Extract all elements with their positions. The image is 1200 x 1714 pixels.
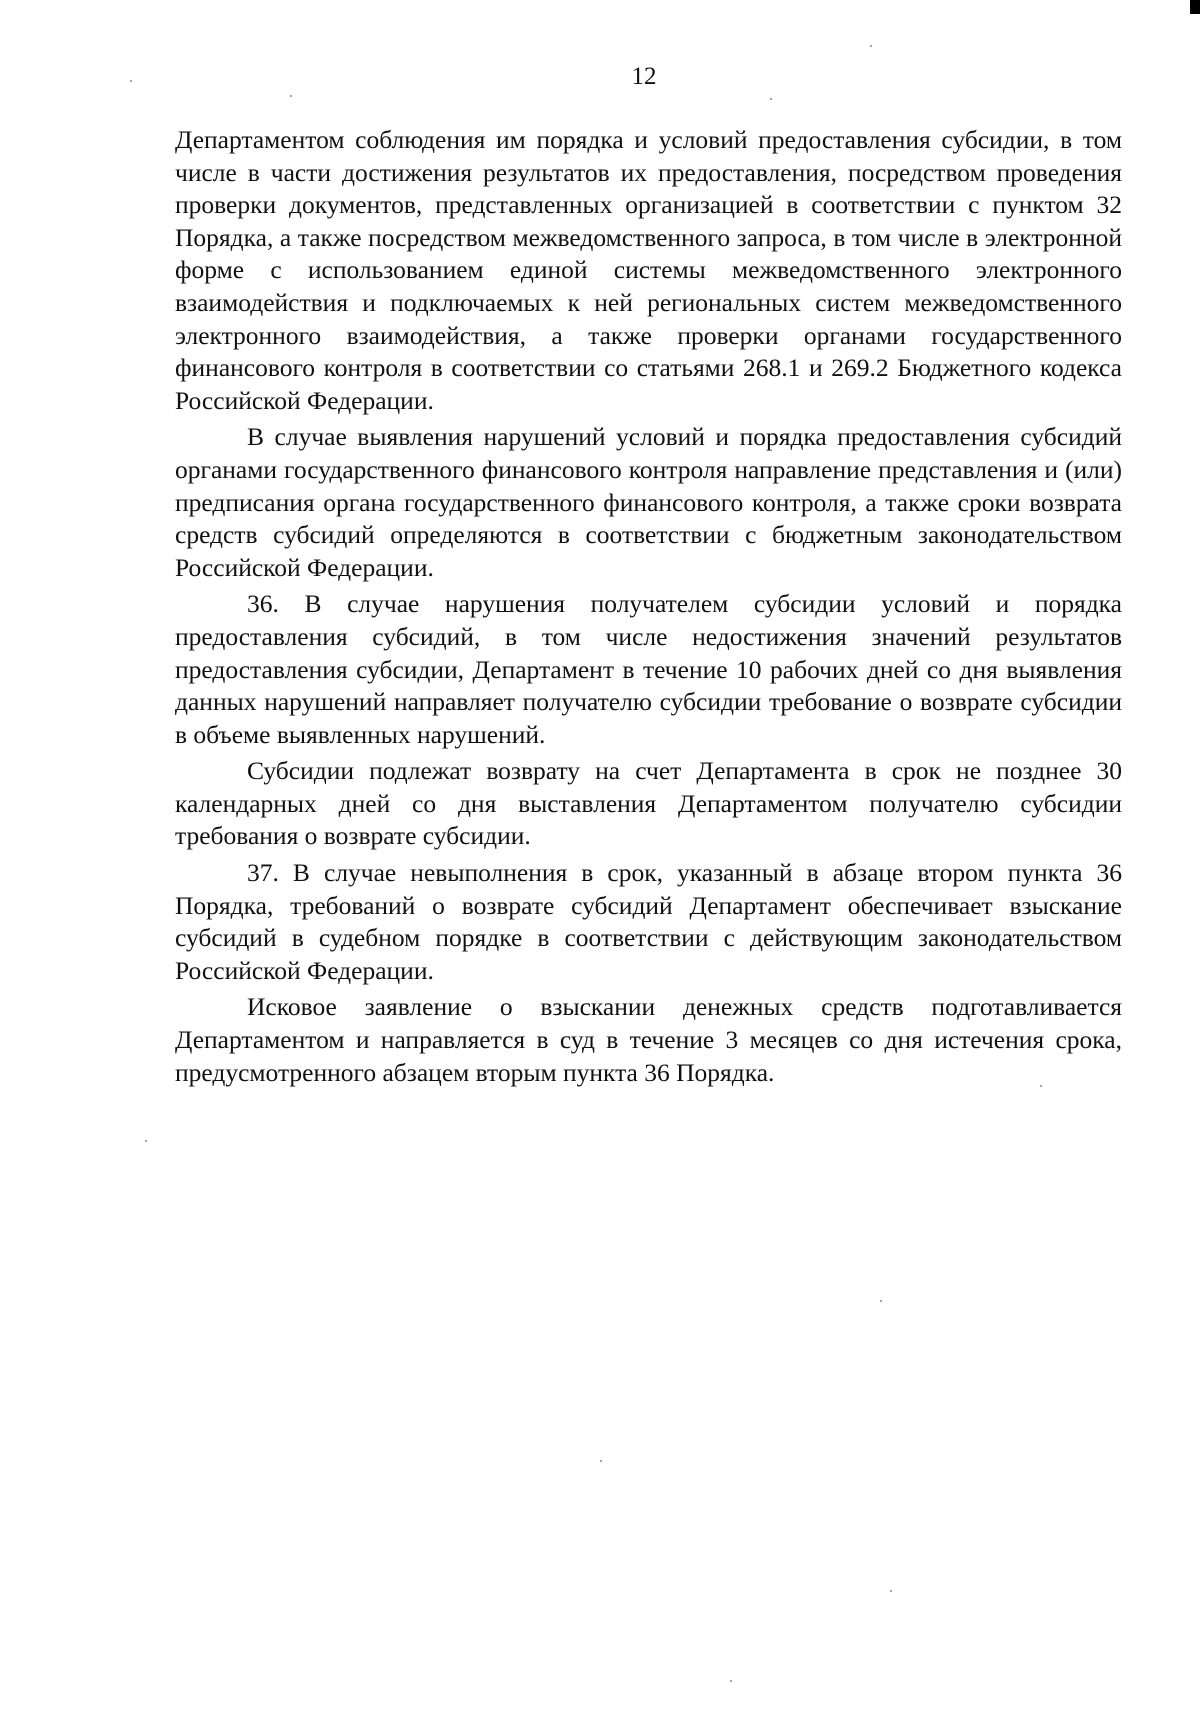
paragraph-4: Субсидии подлежат возврату на счет Департамента в срок не позднее 30 календарных дней со дня выставления Департаментом получателю субсидии требования о возврате субсидии. (175, 756, 1122, 851)
scan-corner-mark (1190, 0, 1200, 14)
paragraph-6: Исковое заявление о взыскании денежных средств подготавливается Департаментом и направляется в суд в течение 3 месяцев со дня истечения срока, предусмотренного абзацем вторым пункта 36 Порядка. (175, 992, 1122, 1087)
paragraph-1: Департаментом соблюдения им порядка и условий предоставления субсидии, в том числе в части достижения результатов их предоставления, посредством проведения проверки документов, представленных организацией в соответствии с пунктом 32 Порядка, а также посредством межведомственного запроса, в том числе в электронной форме с использованием единой системы межведомственного электронного взаимодействия и подключаемых к ней региональных систем межведомственного электронного взаимодействия, а также проверки органами государственного финансового контроля в соответствии со статьями 268.1 и 269.2 Бюджетного кодекса Российской Федерации. (175, 125, 1122, 415)
scan-speck (1040, 1085, 1042, 1087)
paragraph-2: В случае выявления нарушений условий и порядка предоставления субсидий органами государственного финансового контроля направление представления и (или) предписания органа государственного финансового контроля, а также сроки возврата средств субсидий определяются в соответствии с бюджетным законодательством Российской Федерации. (175, 422, 1122, 582)
scan-speck (130, 80, 132, 82)
scan-speck (290, 95, 292, 97)
scan-speck (770, 98, 772, 100)
scan-speck (890, 1590, 892, 1592)
page-number: 12 (631, 63, 657, 90)
paragraph-3-item-36: 36. В случае нарушения получателем субсидии условий и порядка предоставления субсидий, в том числе недостижения значений результатов предоставления субсидии, Департамент в течение 10 рабочих дней со дня выявления данных нарушений направляет получателю субсидии требование о возврате субсидии в объеме выявленных нарушений. (175, 589, 1122, 749)
scan-speck (870, 45, 872, 47)
scan-speck (145, 1140, 147, 1142)
scan-speck (880, 1300, 882, 1302)
paragraph-5-item-37: 37. В случае невыполнения в срок, указанный в абзаце втором пункта 36 Порядка, требований о возврате субсидий Департамент обеспечивает взыскание субсидий в судебном порядке в соответствии с действующим законодательством Российской Федерации. (175, 858, 1122, 985)
document-body (175, 124, 1122, 1093)
scan-speck (600, 1460, 602, 1462)
scan-speck (730, 1680, 732, 1682)
